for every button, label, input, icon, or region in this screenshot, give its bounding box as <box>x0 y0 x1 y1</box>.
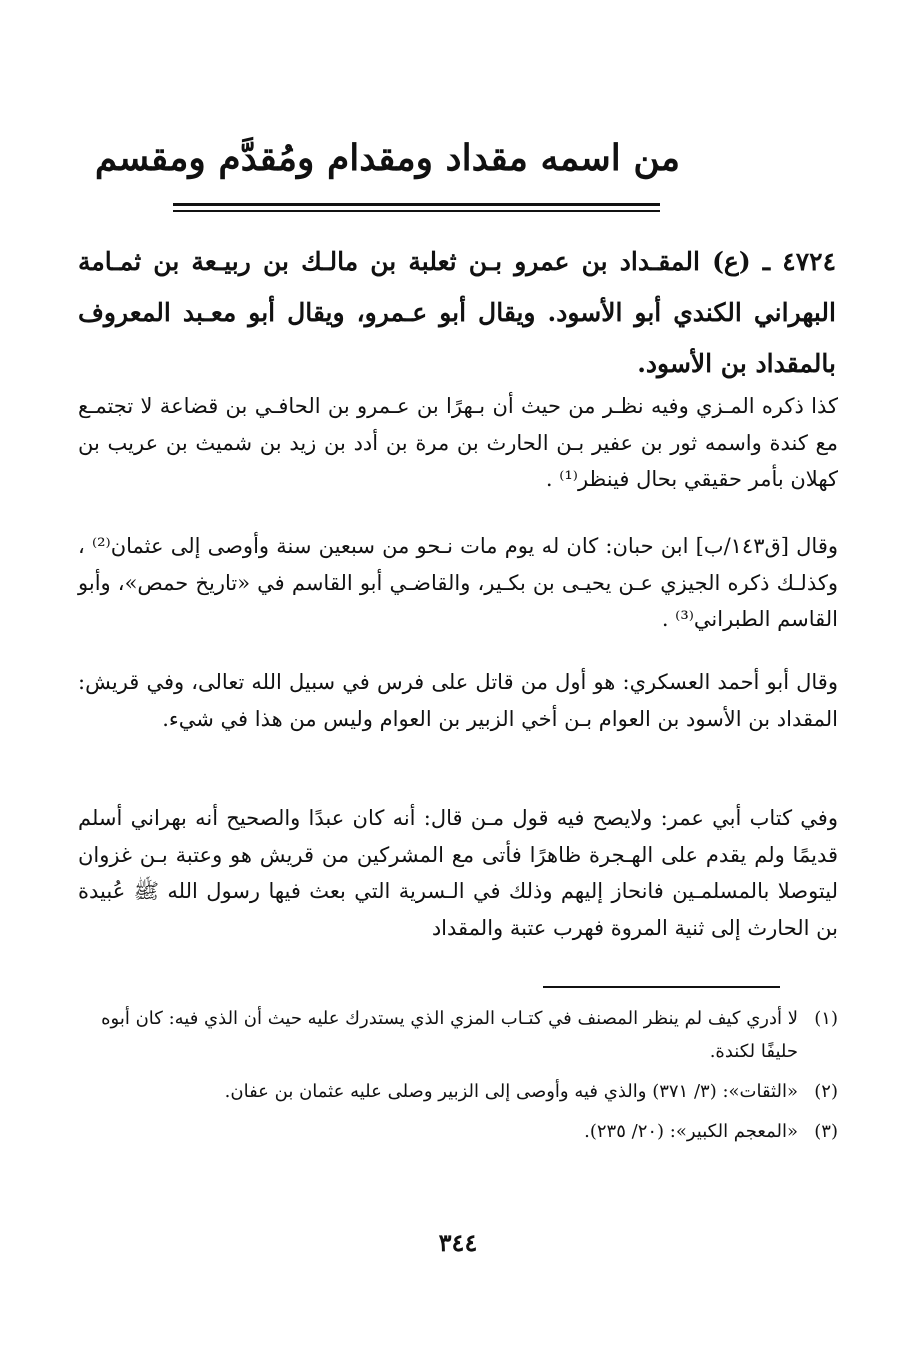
footnote-number: (١) <box>814 1008 838 1029</box>
footnotes <box>78 1002 838 1155</box>
page-number: ٣٤٤ <box>438 1228 478 1257</box>
footnote-text: لا أدري كيف لم ينظر المصنف في كتـاب المزي الذي يستدرك عليه حيث أن الذي فيه: كان أبوه حليفًا لكندة. <box>101 1008 798 1062</box>
footnote-number: (٢) <box>814 1081 838 1102</box>
footnote <box>78 1002 838 1068</box>
title-underline-rule <box>173 203 660 206</box>
body-paragraph: وقال [ق١٤٣/ب] ابن حبان: كان له يوم مات نـحو من سبعين سنة وأوصى إلى عثمان⁽²⁾ ، وكذلـك ذكره الجيزي عـن يحيـى بن بكـير، والقاضـي أبو القاسم في «تاريخ حمص»، وأبو القاسم الطبراني⁽³⁾ . <box>78 534 838 631</box>
entry-heading: ٤٧٢٤ ـ (ع) المقـداد بن عمرو بـن ثعلبة بن مالـك بن ربيـعة بن ثمـامة البهراني الكندي أبو الأسود. ويقال أبو عـمرو، ويقال أبو معـبد المعروف بالمقداد بن الأسود. <box>78 247 836 378</box>
footnote-number: (٣) <box>814 1121 838 1142</box>
body-paragraph: كذا ذكره المـزي وفيه نظـر من حيث أن بـهرًا بن عـمرو بن الحافـي بن قضاعة لا تجتمـع مع كندة واسمه ثور بن عفير بـن الحارث بن مرة بن أدد بن زيد بن شميث بن عريب بن كهلان بأمر حقيقي بحال فينظر⁽¹⁾ . <box>78 394 838 491</box>
body-paragraph: وقال أبو أحمد العسكري: هو أول من قاتل على فرس في سبيل الله تعالى، وفي قريش: المقداد بن الأسود بن العوام بـن أخي الزبير بن العوام وليس من هذا في شيء. <box>78 670 838 731</box>
body-paragraph: وفي كتاب أبي عمر: ولايصح فيه قول مـن قال: أنه كان عبدًا والصحيح أنه بهراني أسلم قديمًا ولم يقدم على الهـجرة ظاهرًا فأتى مع المشركين من قريش هو وعتبة بـن غزوان ليتوصلا بالمسلمـين فانحاز إليهم وذلك في الـسرية التي بعث فيها رسول الله ﷺ عُبيدة بن الحارث إلى ثنية المروة فهرب عتبة والمقداد <box>78 806 838 940</box>
footnote-separator <box>543 986 780 988</box>
title-underline-rule-secondary <box>173 210 660 212</box>
chapter-title: من اسمه مقداد ومقدام ومُقدَّم ومقسم <box>94 137 680 179</box>
footnote-text: «الثقات»: (٣/ ٣٧١) والذي فيه وأوصى إلى الزبير وصلى عليه عثمان بن عفان. <box>224 1081 798 1102</box>
footnote <box>78 1075 838 1108</box>
footnote-text: «المعجم الكبير»: (٢٠/ ٢٣٥). <box>584 1121 798 1142</box>
footnote <box>78 1115 838 1148</box>
